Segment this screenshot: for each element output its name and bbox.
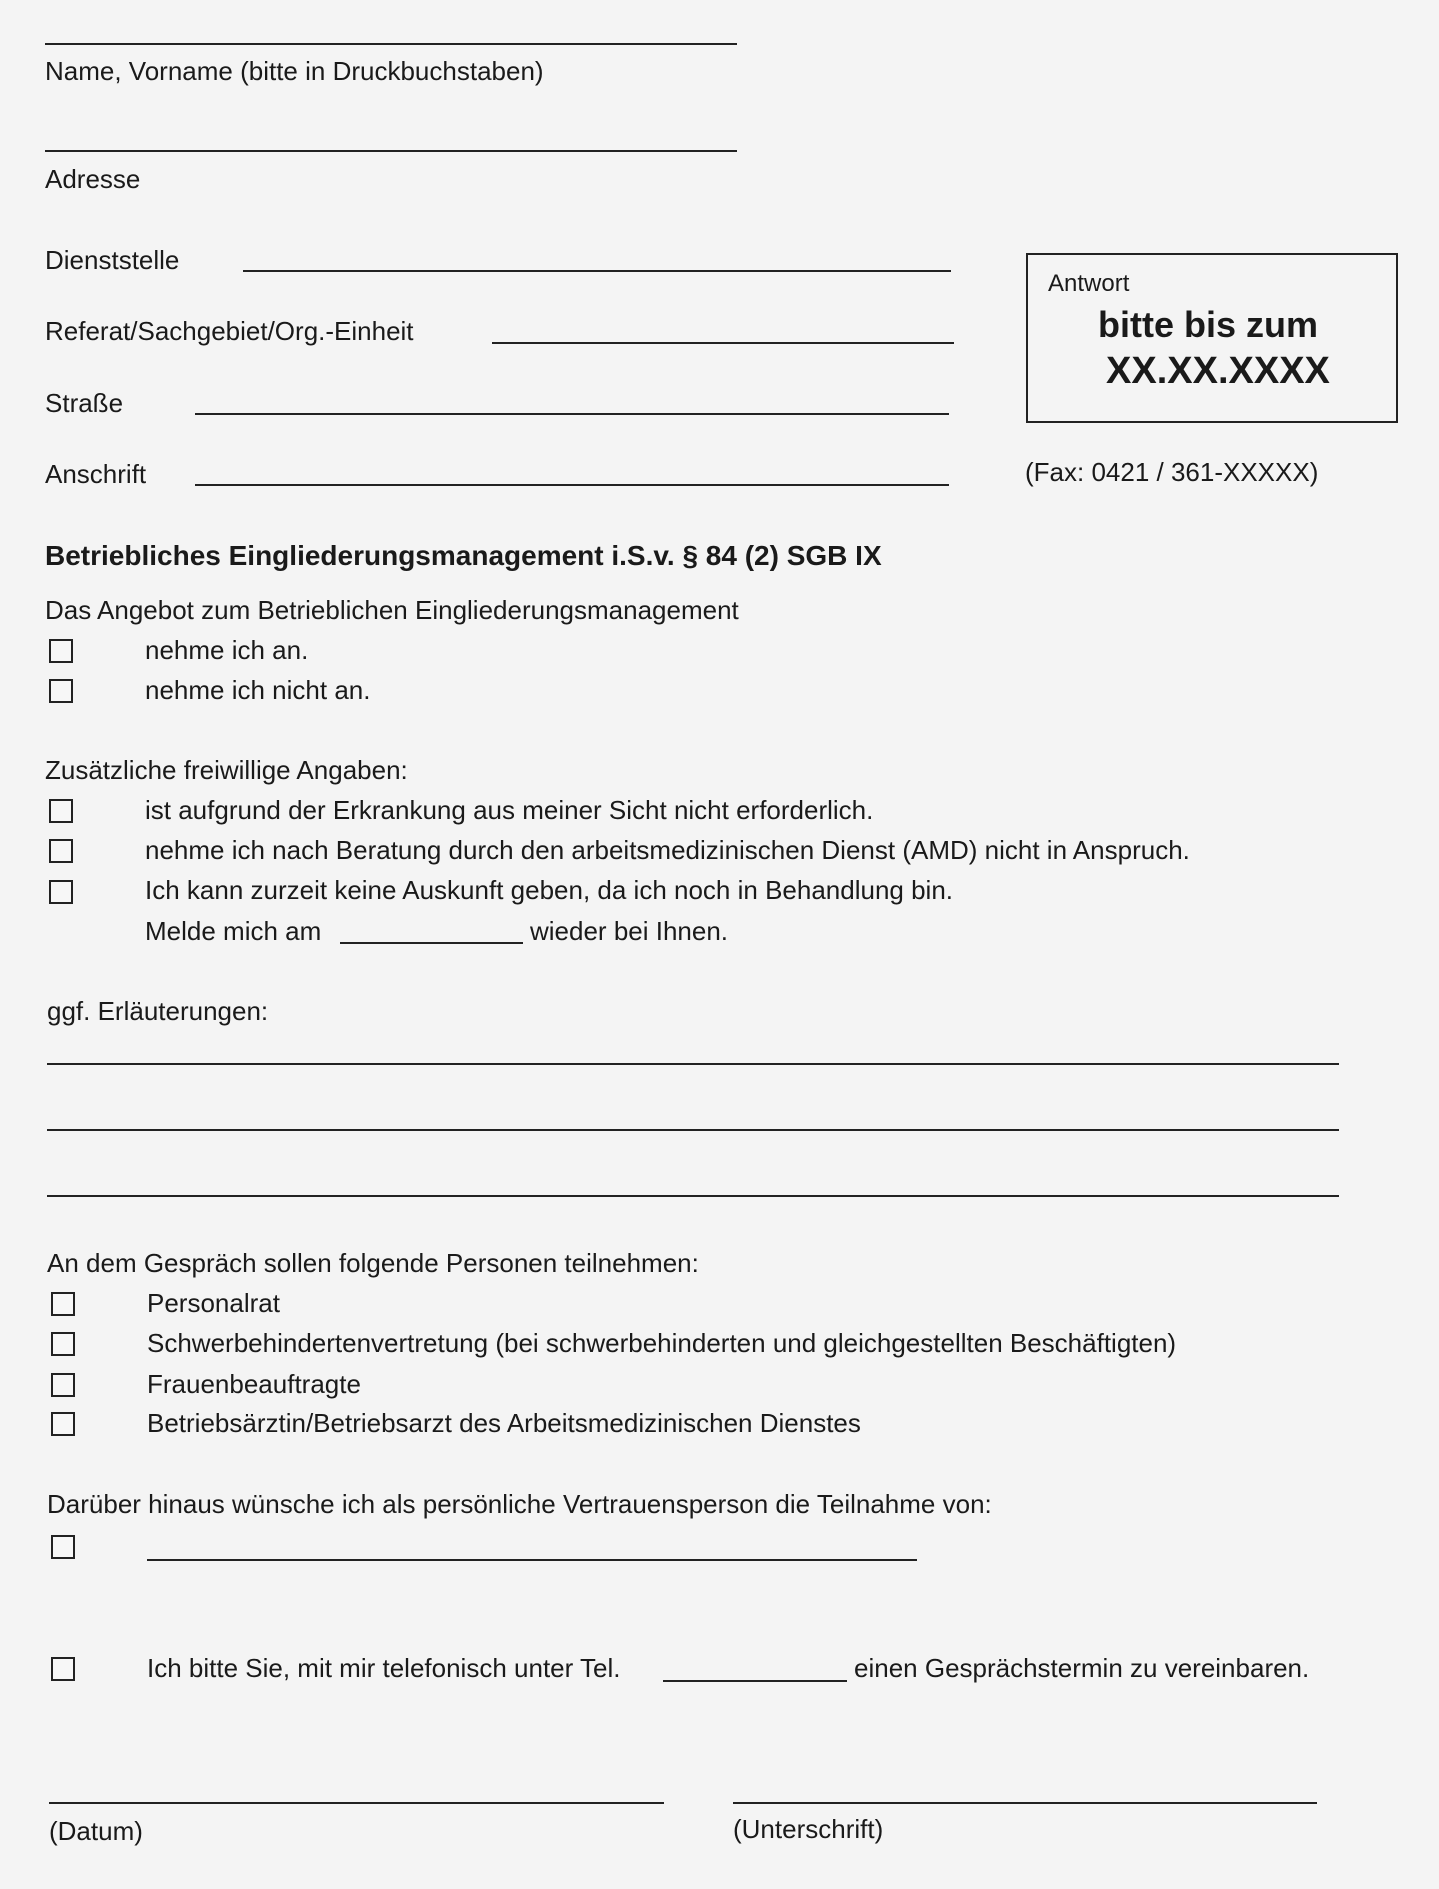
- field-label-dienststelle: Dienststelle: [45, 245, 180, 275]
- field-label-anschrift: Anschrift: [45, 459, 147, 489]
- answer-deadline-box: [1026, 253, 1398, 423]
- signature-line[interactable]: [733, 1802, 1317, 1804]
- field-line-anschrift[interactable]: [195, 484, 949, 486]
- personalrat-checkbox[interactable]: [51, 1292, 75, 1316]
- trusted-person-label: Darüber hinaus wünsche ich als persönliche Vertrauensperson die Teilnahme von:: [47, 1489, 992, 1519]
- field-line-dienststelle[interactable]: [243, 270, 951, 272]
- answer-box-line1: bitte bis zum: [1098, 304, 1319, 345]
- field-line-strasse[interactable]: [195, 413, 949, 415]
- phone-suffix: einen Gesprächstermin zu vereinbaren.: [854, 1653, 1310, 1683]
- field-label-strasse: Straße: [45, 388, 124, 418]
- schwerbehindertenvertretung-checkbox[interactable]: [51, 1332, 75, 1356]
- trusted-person-checkbox[interactable]: [51, 1535, 75, 1559]
- schwerbehindertenvertretung-label: Schwerbehindertenvertretung (bei schwerbehinderten und gleichgestellten Beschäftigten): [147, 1328, 1177, 1358]
- address-line[interactable]: [45, 150, 737, 152]
- date-line[interactable]: [49, 1802, 664, 1804]
- trusted-person-line[interactable]: [147, 1559, 917, 1561]
- accept-checkbox[interactable]: [49, 639, 73, 663]
- explanation-line[interactable]: [47, 1129, 1339, 1131]
- decline-checkbox[interactable]: [49, 679, 73, 703]
- betriebsarzt-label: Betriebsärztin/Betriebsarzt des Arbeitsmedizinischen Dienstes: [147, 1408, 861, 1438]
- name-label: Name, Vorname (bitte in Druckbuchstaben): [45, 56, 544, 86]
- additional-heading: Zusätzliche freiwillige Angaben:: [45, 755, 408, 785]
- phone-prefix: Ich bitte Sie, mit mir telefonisch unter Tel.: [147, 1653, 621, 1683]
- callback-prefix: Melde mich am: [145, 916, 322, 946]
- amd-checkbox[interactable]: [49, 839, 73, 863]
- field-label-referat: Referat/Sachgebiet/Org.-Einheit: [45, 316, 414, 346]
- not-required-checkbox[interactable]: [49, 799, 73, 823]
- fax-number: (Fax: 0421 / 361-XXXXX): [1025, 457, 1319, 487]
- personalrat-label: Personalrat: [147, 1288, 280, 1318]
- explanation-line[interactable]: [47, 1063, 1339, 1065]
- betriebsarzt-checkbox[interactable]: [51, 1412, 75, 1436]
- offer-intro: Das Angebot zum Betrieblichen Eingliederungsmanagement: [45, 595, 739, 625]
- in-treatment-label: Ich kann zurzeit keine Auskunft geben, da ich noch in Behandlung bin.: [145, 875, 954, 905]
- date-label: (Datum): [49, 1816, 143, 1846]
- callback-suffix: wieder bei Ihnen.: [530, 916, 729, 946]
- decline-label: nehme ich nicht an.: [145, 675, 371, 705]
- explanations-label: ggf. Erläuterungen:: [47, 996, 269, 1026]
- phone-number-line[interactable]: [663, 1680, 847, 1682]
- frauenbeauftragte-checkbox[interactable]: [51, 1373, 75, 1397]
- frauenbeauftragte-label: Frauenbeauftragte: [147, 1369, 361, 1399]
- phone-callback-checkbox[interactable]: [51, 1657, 75, 1681]
- answer-box-label: Antwort: [1048, 270, 1130, 297]
- name-line[interactable]: [45, 43, 737, 45]
- accept-label: nehme ich an.: [145, 635, 309, 665]
- in-treatment-checkbox[interactable]: [49, 880, 73, 904]
- callback-date-line[interactable]: [340, 942, 523, 944]
- amd-label: nehme ich nach Beratung durch den arbeitsmedizinischen Dienst (AMD) nicht in Anspruch.: [145, 835, 1190, 865]
- not-required-label: ist aufgrund der Erkrankung aus meiner Sicht nicht erforderlich.: [145, 795, 874, 825]
- participants-heading: An dem Gespräch sollen folgende Personen teilnehmen:: [47, 1248, 699, 1278]
- form-title: Betriebliches Eingliederungsmanagement i.S.v. § 84 (2) SGB IX: [45, 540, 882, 571]
- signature-label: (Unterschrift): [733, 1814, 884, 1844]
- answer-box-deadline: XX.XX.XXXX: [1106, 350, 1330, 392]
- field-line-referat[interactable]: [492, 342, 954, 344]
- explanation-line[interactable]: [47, 1195, 1339, 1197]
- address-label: Adresse: [45, 164, 141, 194]
